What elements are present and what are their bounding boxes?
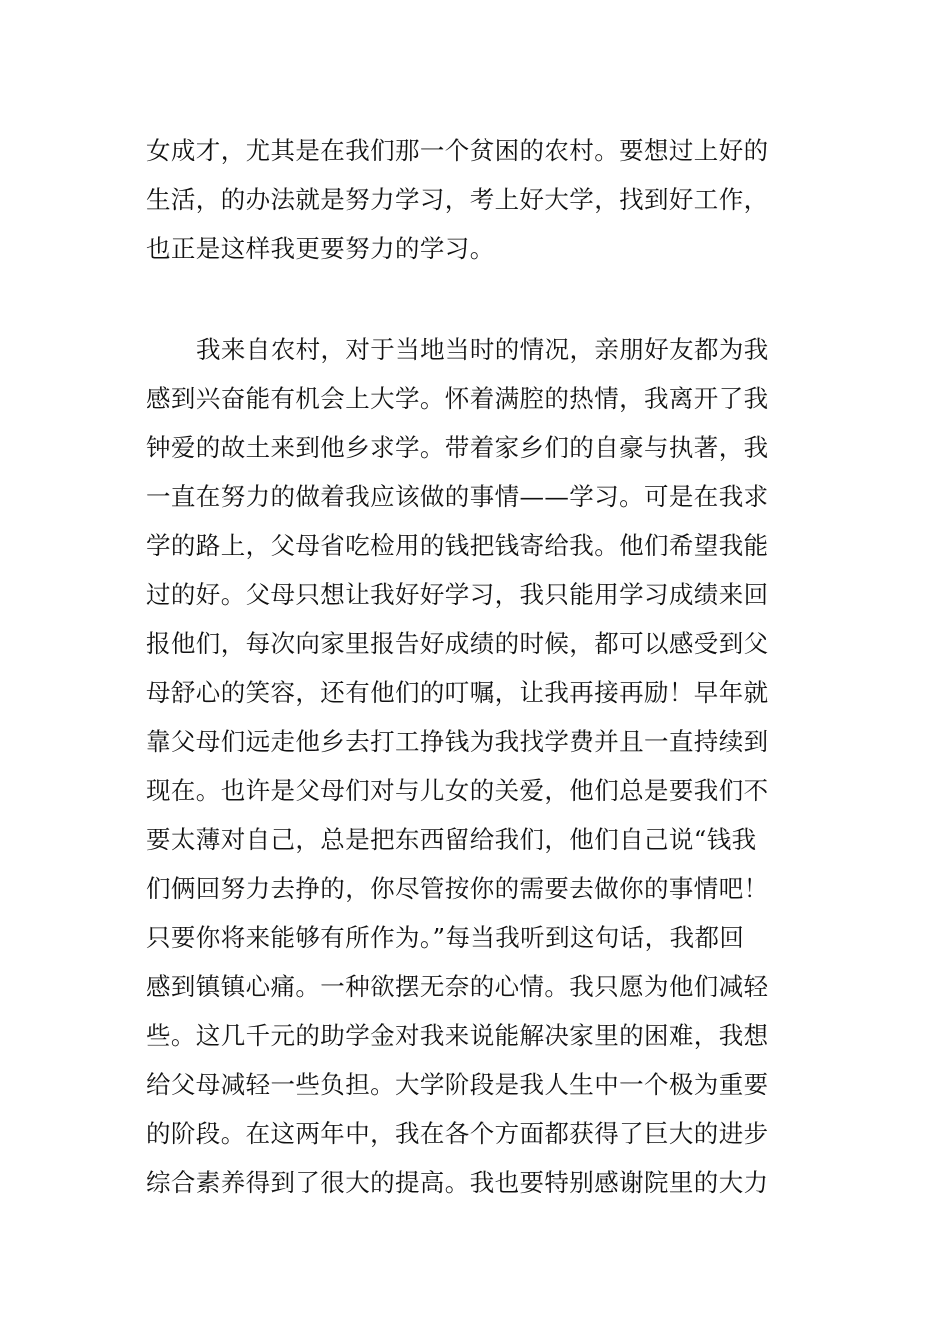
text-line: 感到兴奋能有机会上大学。怀着满腔的热情，我离开了我: [146, 384, 769, 413]
text-line: 只要你将来能够有所作为。”每当我听到这句话，我都回: [146, 923, 745, 952]
text-line: 生活，的办法就是努力学习，考上好大学，找到好工作，: [146, 185, 769, 214]
text-line: 综合素养得到了很大的提高。我也要特别感谢院里的大力: [146, 1168, 769, 1197]
text-line: 要太薄对自己，总是把东西留给我们，他们自己说“钱我: [146, 825, 757, 854]
text-line-first: 我来自农村，对于当地当时的情况，亲朋好友都为我: [196, 335, 769, 364]
text-line: 现在。也许是父母们对与儿女的关爱，他们总是要我们不: [146, 776, 769, 805]
text-line: 女成才，尤其是在我们那一个贫困的农村。要想过上好的: [146, 136, 769, 165]
text-line: 些。这几千元的助学金对我来说能解决家里的困难，我想: [146, 1021, 769, 1050]
text-line: 的阶段。在这两年中，我在各个方面都获得了巨大的进步: [146, 1119, 769, 1148]
text-line: 感到镇镇心痛。一种欲摆无奈的心情。我只愿为他们减轻: [146, 972, 769, 1001]
paragraph-1: [146, 126, 816, 273]
paragraph-2: [146, 325, 816, 1207]
text-line: 学的路上，父母省吃检用的钱把钱寄给我。他们希望我能: [146, 531, 769, 560]
text-line: 们俩回努力去挣的，你尽管按你的需要去做你的事情吧！: [146, 874, 769, 903]
text-line: 也正是这样我更要努力的学习。: [146, 234, 495, 263]
text-line: 报他们，每次向家里报告好成绩的时候，都可以感受到父: [146, 629, 769, 658]
text-line: 过的好。父母只想让我好好学习，我只能用学习成绩来回: [146, 580, 769, 609]
text-line: 母舒心的笑容，还有他们的叮嘱，让我再接再励！早年就: [146, 678, 769, 707]
text-line: 钟爱的故土来到他乡求学。带着家乡们的自豪与执著，我: [146, 433, 769, 462]
text-line: 靠父母们远走他乡去打工挣钱为我找学费并且一直持续到: [146, 727, 769, 756]
text-line: 一直在努力的做着我应该做的事情——学习。可是在我求: [146, 482, 769, 511]
text-line: 给父母减轻一些负担。大学阶段是我人生中一个极为重要: [146, 1070, 769, 1099]
